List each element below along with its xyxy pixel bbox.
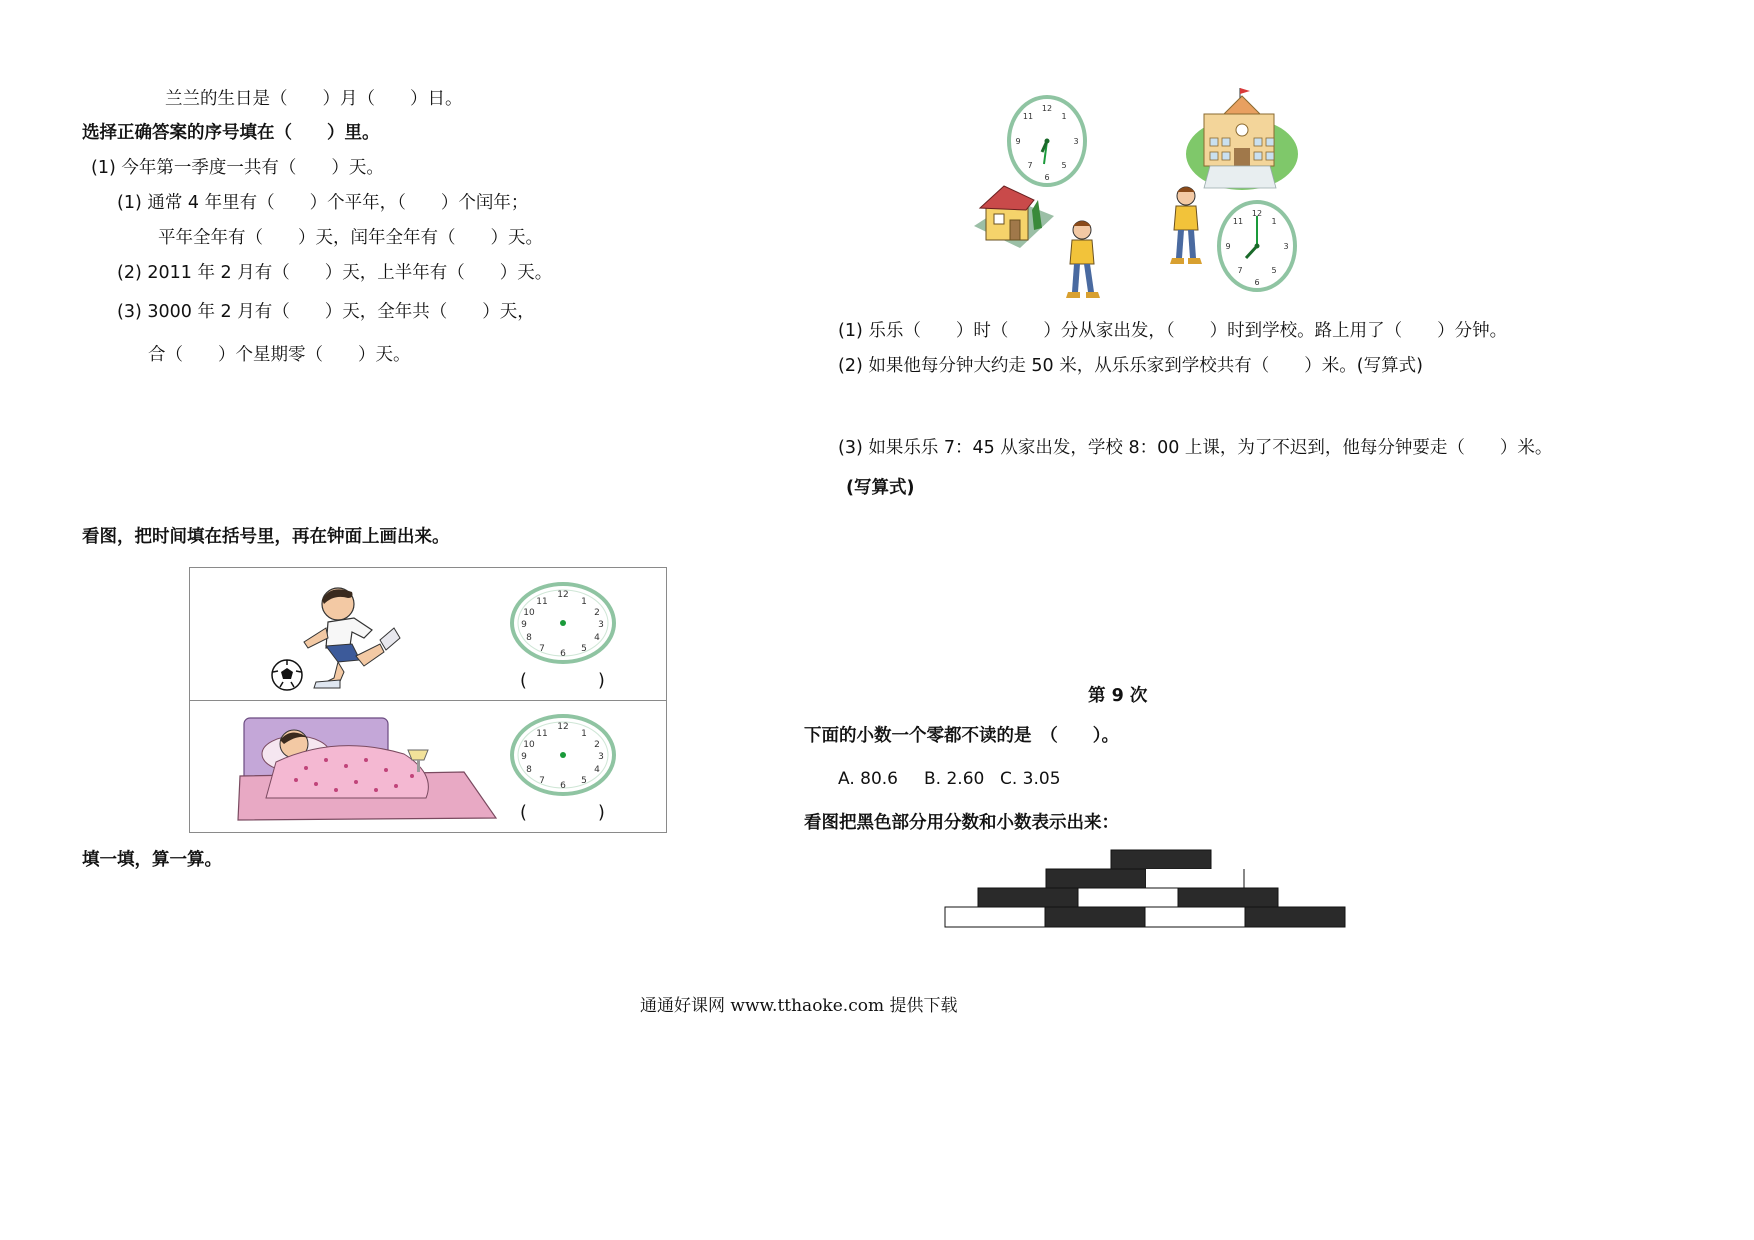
clock-home-icon	[1009, 97, 1085, 185]
choose-heading: 选择正确答案的序号填在（ ）里。	[82, 123, 380, 143]
svg-text:1: 1	[581, 597, 587, 607]
svg-text:5: 5	[581, 776, 587, 786]
brick	[1178, 888, 1278, 907]
brick	[1046, 869, 1146, 888]
time-bracket-open-1: (	[520, 671, 527, 691]
soccer-ball-icon	[270, 658, 304, 692]
svg-text:3: 3	[598, 620, 604, 630]
brick-pyramid-figure	[944, 849, 1348, 929]
brick	[1245, 907, 1345, 927]
clock-school-icon	[1219, 202, 1295, 290]
decimal-question: 下面的小数一个零都不读的是 （ ）。	[804, 726, 1119, 746]
svg-text:9: 9	[521, 620, 527, 630]
svg-text:5: 5	[1061, 161, 1067, 170]
option-a[interactable]: A. 80.6	[838, 769, 898, 789]
svg-text:6: 6	[1254, 278, 1260, 287]
svg-text:6: 6	[1044, 173, 1050, 182]
brick	[1146, 869, 1244, 888]
svg-text:7: 7	[539, 644, 545, 654]
panel-divider	[190, 700, 666, 701]
svg-text:6: 6	[560, 649, 566, 659]
lele-question-3: (3) 如果乐乐 7：45 从家出发，学校 8：00 上课，为了不迟到，他每分钟要走（ ）米。	[838, 438, 1553, 458]
svg-text:8: 8	[526, 633, 532, 643]
option-c[interactable]: C. 3.05	[1000, 769, 1061, 789]
svg-text:10: 10	[523, 740, 535, 750]
lele-question-2: (2) 如果他每分钟大约走 50 米，从乐乐家到学校共有（ ）米。(写算式)	[838, 356, 1423, 376]
lele-route-illustration	[970, 88, 1310, 300]
svg-text:1: 1	[1271, 217, 1277, 226]
svg-text:12: 12	[557, 590, 569, 600]
svg-text:5: 5	[1271, 266, 1277, 275]
question-1: (1) 今年第一季度一共有（ ）天。	[91, 158, 384, 178]
boy-walking-icon	[1066, 221, 1100, 298]
question-1a-line2: 平年全年有（ ）天，闰年全年有（ ）天。	[158, 228, 543, 248]
shade-question: 看图把黑色部分用分数和小数表示出来：	[804, 813, 1119, 833]
svg-text:9: 9	[521, 752, 527, 762]
sleeping-child-illustration	[236, 714, 500, 824]
brick	[945, 907, 1045, 927]
svg-text:3: 3	[1283, 242, 1289, 251]
svg-text:5: 5	[581, 644, 587, 654]
clock-face-2[interactable]	[510, 714, 616, 796]
svg-text:12: 12	[557, 722, 569, 732]
lele-question-1: (1) 乐乐（ ）时（ ）分从家出发，（ ）时到学校。路上用了（ ）分钟。	[838, 321, 1508, 341]
svg-text:12: 12	[1251, 209, 1263, 218]
svg-text:7: 7	[1027, 161, 1033, 170]
question-3-line2: 合（ ）个星期零（ ）天。	[148, 345, 411, 365]
question-2: (2) 2011 年 2 月有（ ）天，上半年有（ ）天。	[117, 263, 553, 283]
svg-text:11: 11	[536, 729, 548, 739]
time-bracket-close-1: )	[598, 671, 605, 691]
svg-text:1: 1	[581, 729, 587, 739]
time-bracket-open-2: (	[520, 803, 527, 823]
svg-text:11: 11	[1232, 217, 1244, 226]
house-icon	[974, 186, 1054, 248]
time-bracket-close-2: )	[598, 803, 605, 823]
svg-text:1: 1	[1061, 112, 1067, 121]
boy-arriving-icon	[1170, 187, 1202, 264]
brick	[1078, 888, 1178, 907]
svg-text:10: 10	[523, 608, 535, 618]
svg-text:6: 6	[560, 781, 566, 791]
svg-text:2: 2	[594, 608, 600, 618]
svg-text:12: 12	[1041, 104, 1053, 113]
clock-face-1[interactable]	[510, 582, 616, 664]
svg-text:11: 11	[1022, 112, 1034, 121]
brick	[1145, 907, 1245, 927]
svg-text:2: 2	[594, 740, 600, 750]
lele-question-3-note: (写算式)	[846, 478, 915, 498]
clock-heading: 看图，把时间填在括号里，再在钟面上画出来。	[82, 527, 450, 547]
brick	[1045, 907, 1145, 927]
brick	[1111, 850, 1211, 869]
school-icon	[1186, 88, 1298, 190]
svg-text:3: 3	[598, 752, 604, 762]
question-1a: (1) 通常 4 年里有（ ）个平年，（ ）个闰年；	[117, 193, 529, 213]
question-3: (3) 3000 年 2 月有（ ）天，全年共（ ）天，	[117, 302, 535, 322]
svg-text:4: 4	[594, 633, 600, 643]
svg-text:4: 4	[594, 765, 600, 775]
svg-text:7: 7	[1237, 266, 1243, 275]
birthday-line: 兰兰的生日是（ ）月（ ）日。	[165, 89, 463, 109]
option-b[interactable]: B. 2.60	[924, 769, 985, 789]
clock-panel	[189, 567, 667, 833]
brick	[978, 888, 1078, 907]
svg-text:9: 9	[1015, 137, 1021, 146]
svg-text:3: 3	[1073, 137, 1079, 146]
svg-text:9: 9	[1225, 242, 1231, 251]
fill-heading: 填一填，算一算。	[82, 850, 222, 870]
svg-text:8: 8	[526, 765, 532, 775]
svg-text:11: 11	[536, 597, 548, 607]
section-title: 第 9 次	[1088, 686, 1148, 706]
svg-text:7: 7	[539, 776, 545, 786]
footer-credit: 通通好课网 www.tthaoke.com 提供下载	[640, 996, 958, 1016]
